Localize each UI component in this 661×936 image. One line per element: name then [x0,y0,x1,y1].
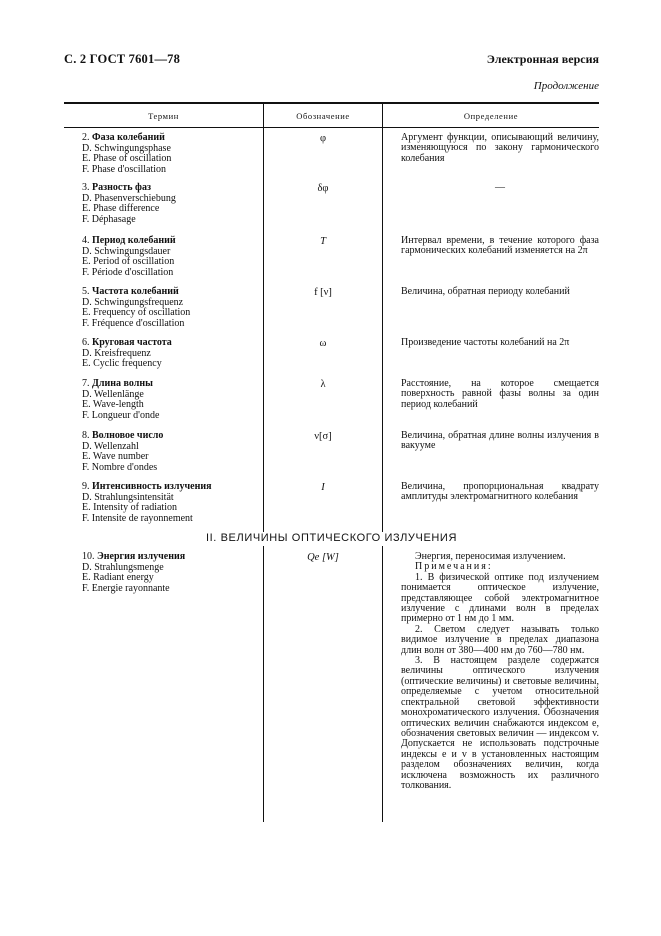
table-row [82,133,171,175]
table-row [82,482,212,524]
continuation-label: Продолжение [533,80,599,92]
term-number: 2. [82,132,90,143]
term-number: 6. [82,337,90,348]
term-ru: Круговая частота [92,337,172,348]
column-divider-2 [382,102,383,532]
table-row [82,287,190,329]
column-header-definition: Определение [463,111,519,121]
term-definition-block [401,552,599,791]
term-symbol: Qe [W] [307,552,339,563]
term-en: E. Period of oscillation [82,256,175,267]
term-de: D. Schwingungsphase [82,142,171,154]
column-header-term: Термин [148,111,179,121]
section-title: II. ВЕЛИЧИНЫ ОПТИЧЕСКОГО ИЗЛУЧЕНИЯ [206,532,457,544]
term-symbol: I [321,482,325,493]
term-en: E. Phase difference [82,203,160,214]
term-definition: Величина, обратная периоду колебаний [401,286,570,297]
term-ru: Интенсивность излучения [92,481,212,492]
term-en: E. Cyclic frequency [82,358,162,369]
term-definition: Величина, обратная длине волны излучения в вакууме [401,430,599,452]
term-definition: Расстояние, на которое смещается поверхность равной фазы волны за один период колебаний [401,378,599,410]
term-definition: Величина, пропорциональная квадрату амплитуды электромагнитного колебания [401,481,599,503]
table-row [82,552,185,594]
term-number: 10. [82,551,95,562]
term-en: E. Phase of oscillation [82,153,172,164]
table-header-bottom-rule [64,127,599,128]
term-de: D. Wellenlänge [82,388,144,400]
term-fr: F. Fréquence d'oscillation [82,317,185,329]
table-row [82,379,159,421]
term-number: 9. [82,481,90,492]
table-row [82,431,163,473]
term-symbol: δφ [317,183,329,194]
term-definition: Энергия, переносимая излучением. [415,551,566,562]
term-symbol: f [ν] [314,287,332,298]
notes-heading: Примечания: [415,561,493,573]
term-en: E. Intensity of radiation [82,502,177,513]
column-divider-2-lower [382,546,383,822]
term-en: E. Radiant energy [82,572,154,583]
term-fr: F. Période d'oscillation [82,266,174,278]
term-en: E. Wave-length [82,399,144,410]
term-de: D. Wellenzahl [82,440,139,452]
term-de: D. Kreisfrequenz [82,347,151,359]
term-fr: F. Phase d'oscillation [82,163,167,175]
term-definition: Аргумент функции, описывающий величину, изменяющуюся по закону гармонического колебания [401,132,599,164]
term-number: 5. [82,286,90,297]
term-ru: Разность фаз [92,182,151,193]
term-en: E. Frequency of oscillation [82,307,191,318]
column-divider-1-lower [263,546,264,822]
column-divider-1 [263,102,264,532]
page-header-right: Электронная версия [486,52,599,66]
term-ru: Энергия излучения [97,551,186,562]
term-de: D. Phasenverschiebung [82,192,176,204]
term-definition: Произведение частоты колебаний на 2π [401,337,570,348]
table-row [82,183,176,225]
term-fr: F. Longueur d'onde [82,409,160,421]
term-ru: Период колебаний [92,235,176,246]
term-number: 3. [82,182,90,193]
column-header-symbol: Обозначение [296,111,350,121]
term-symbol: λ [320,379,326,390]
table-top-rule [64,102,599,104]
term-number: 8. [82,430,90,441]
term-symbol: T [320,236,326,247]
page-header-left: С. 2 ГОСТ 7601—78 [64,52,181,66]
term-ru: Частота колебаний [92,286,179,297]
term-fr: F. Energie rayonnante [82,582,170,594]
term-definition: — [495,182,505,193]
term-number: 4. [82,235,90,246]
term-symbol: ω [319,338,327,349]
term-ru: Фаза колебаний [92,132,165,143]
term-number: 7. [82,378,90,389]
term-de: D. Schwingungsfrequenz [82,296,184,308]
table-row [82,338,172,370]
note-1: 1. В физической оптике под излучением понимается оптическое излучение, представляющее собой электромагнитное излучение с длинами волн в пределах примерно от 1 нм до 1 мм. [401,571,599,625]
term-ru: Длина волны [92,378,153,389]
term-en: E. Wave number [82,451,149,462]
note-3: 3. В настоящем разделе содержатся величины оптического излучения (оптические величины) и световые величины, определяемые с учетом относительной спектральной световой эффективности монохроматического излучения. Обозначения оптических величин снабжаются индексом e, обозначения световых величин — индексом v. Допускается не использовать подстрочные индексы e и v в установленных настоящим разделом обозначениях величин, когда исключена возможность их различного толкования. [401,655,599,791]
term-fr: F. Intensite de rayonnement [82,512,193,524]
note-2: 2. Светом следует называть только видимое излучение в пределах диапазона длин волн от 380—400 нм до 760—780 нм. [401,623,599,656]
term-fr: F. Nombre d'ondes [82,461,158,473]
term-symbol: ν[σ] [314,431,332,442]
term-fr: F. Déphasage [82,213,136,225]
term-definition: Интервал времени, в течение которого фаза гармонических колебаний изменяется на 2π [401,235,599,257]
term-symbol: φ [319,133,327,144]
term-de: D. Strahlungsmenge [82,561,164,573]
term-de: D. Strahlungsintensität [82,491,174,503]
term-ru: Волновое число [92,430,164,441]
term-de: D. Schwingungsdauer [82,245,171,257]
table-row [82,236,176,278]
